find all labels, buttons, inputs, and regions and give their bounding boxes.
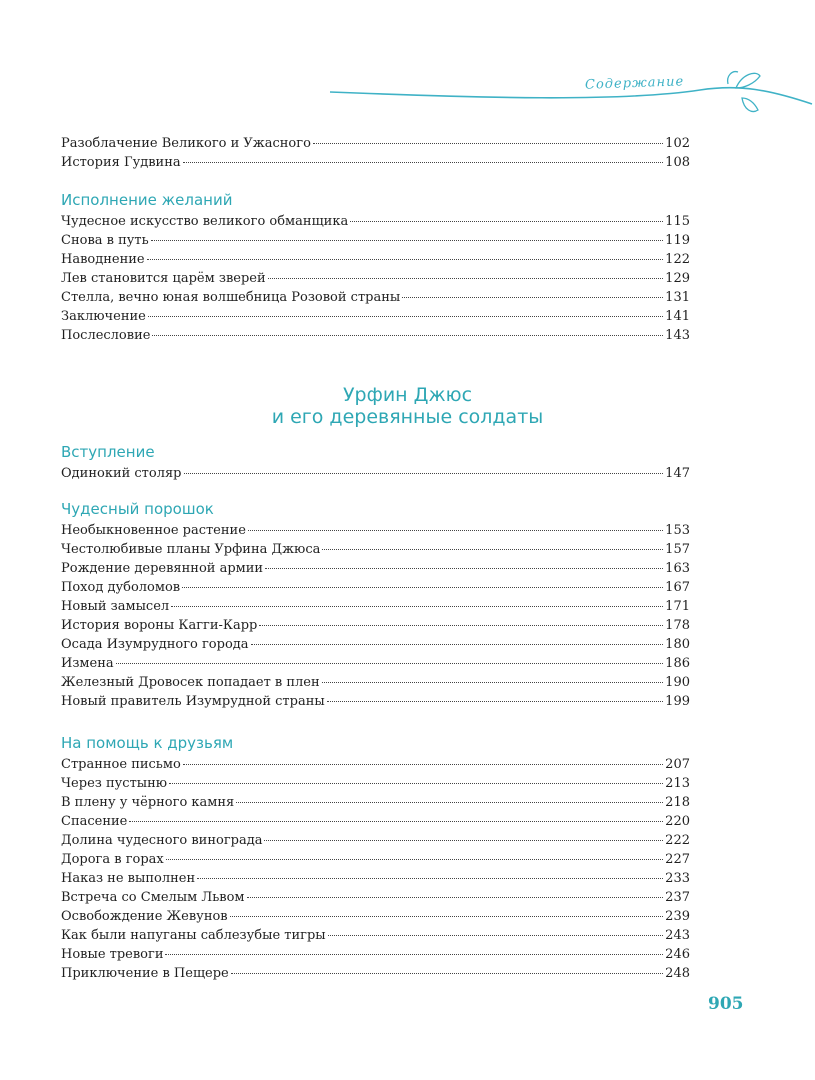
toc-entry-title: Поход дуболомов	[61, 580, 181, 595]
dot-leader	[183, 764, 663, 765]
dot-leader	[402, 297, 663, 298]
dot-leader	[264, 840, 663, 841]
toc-entry[interactable]	[61, 888, 690, 907]
toc-entry[interactable]	[61, 692, 690, 711]
toc-entry-page: 157	[665, 542, 690, 557]
toc-entry[interactable]	[61, 635, 690, 654]
toc-entry-page: 153	[665, 523, 690, 538]
toc-entry-page: 131	[665, 290, 690, 305]
header-ornament	[0, 0, 815, 130]
dot-leader	[183, 162, 664, 163]
toc-entry-title: Одинокий столяр	[61, 466, 182, 481]
toc-entry-title: Наказ не выполнен	[61, 871, 196, 886]
toc-entry-page: 122	[665, 252, 690, 267]
dot-leader	[184, 473, 664, 474]
toc-entry-title: История Гудвина	[61, 155, 181, 170]
toc-entry-title: Рождение деревянной армии	[61, 561, 264, 576]
toc-entry-title: Освобождение Жевунов	[61, 909, 228, 924]
toc-entry[interactable]	[61, 464, 690, 483]
toc-entry-title: Осада Изумрудного города	[61, 637, 249, 652]
dot-leader	[182, 587, 663, 588]
toc-entry-title: Чудесное искусство великого обманщика	[61, 214, 349, 229]
toc-entry-page: 237	[665, 890, 690, 905]
toc-entry-title: Новые тревоги	[61, 947, 164, 962]
dot-leader	[248, 530, 663, 531]
toc-entry-page: 108	[665, 155, 690, 170]
toc-entry[interactable]	[61, 250, 690, 269]
dot-leader	[313, 143, 663, 144]
toc-entry[interactable]	[61, 616, 690, 635]
dot-leader	[152, 335, 663, 336]
toc-entry-page: 143	[665, 328, 690, 343]
toc-entry[interactable]	[61, 774, 690, 793]
toc-entry-title: Дорога в горах	[61, 852, 164, 867]
section-heading: На помощь к друзьям	[61, 734, 234, 752]
dot-leader	[327, 701, 663, 702]
toc-entry-title: Спасение	[61, 814, 128, 829]
toc-entry[interactable]	[61, 907, 690, 926]
section-heading: Исполнение желаний	[61, 191, 233, 209]
dot-leader	[247, 897, 664, 898]
toc-entry-page: 186	[665, 656, 690, 671]
running-header-title: Содержание	[584, 74, 685, 93]
toc-entry[interactable]	[61, 673, 690, 692]
toc-entry[interactable]	[61, 559, 690, 578]
toc-entry-title: Встреча со Смелым Львом	[61, 890, 245, 905]
toc-entry[interactable]	[61, 869, 690, 888]
toc-entry[interactable]	[61, 850, 690, 869]
dot-leader	[251, 644, 664, 645]
dot-leader	[166, 859, 663, 860]
toc-section-help-friends	[61, 731, 690, 983]
dot-leader	[148, 316, 663, 317]
toc-entry[interactable]	[61, 231, 690, 250]
toc-entry-title: Измена	[61, 656, 114, 671]
dot-leader	[236, 802, 663, 803]
toc-entry[interactable]	[61, 964, 690, 983]
leaf-icon	[728, 72, 760, 112]
toc-entry-title: Лев становится царём зверей	[61, 271, 266, 286]
section-heading: Чудесный порошок	[61, 500, 214, 518]
dot-leader	[265, 568, 663, 569]
dot-leader	[350, 221, 663, 222]
toc-entry[interactable]	[61, 269, 690, 288]
book-title-line2: и его деревянные солдаты	[271, 406, 544, 428]
toc-entry[interactable]	[61, 521, 690, 540]
dot-leader	[328, 935, 664, 936]
toc-entry-page: 147	[665, 466, 690, 481]
toc-entry-title: Долина чудесного винограда	[61, 833, 263, 848]
toc-entry-page: 190	[665, 675, 690, 690]
toc-entry-title: Новый замысел	[61, 599, 170, 614]
toc-entry-title: Новый правитель Изумрудной страны	[61, 694, 325, 709]
dot-leader	[116, 663, 664, 664]
toc-entry-page: 199	[665, 694, 690, 709]
toc-entry-title: Послесловие	[61, 328, 151, 343]
dot-leader	[165, 954, 663, 955]
toc-entry-page: 233	[665, 871, 690, 886]
toc-entry[interactable]	[61, 212, 690, 231]
toc-entry-page: 163	[665, 561, 690, 576]
toc-entry-page: 213	[665, 776, 690, 791]
dot-leader	[268, 278, 664, 279]
toc-section-wishes	[61, 188, 690, 345]
dot-leader	[147, 259, 664, 260]
section-heading: Вступление	[61, 443, 155, 461]
toc-entry-page: 248	[665, 966, 690, 981]
toc-entry[interactable]	[61, 326, 690, 345]
toc-entry[interactable]	[61, 578, 690, 597]
toc-entry[interactable]	[61, 793, 690, 812]
toc-entry-page: 171	[665, 599, 690, 614]
toc-entry-page: 180	[665, 637, 690, 652]
toc-section-intro	[61, 440, 690, 483]
toc-entry-page: 119	[665, 233, 690, 248]
toc-entry[interactable]	[61, 540, 690, 559]
toc-entry[interactable]	[61, 945, 690, 964]
toc-entry-title: Стелла, вечно юная волшебница Розовой страны	[61, 290, 401, 305]
toc-entry-page: 102	[665, 136, 690, 151]
dot-leader	[230, 916, 664, 917]
dot-leader	[231, 973, 663, 974]
dot-leader	[259, 625, 663, 626]
toc-entry-page: 115	[665, 214, 690, 229]
toc-entry-page: 220	[665, 814, 690, 829]
toc-entry-page: 141	[665, 309, 690, 324]
toc-entry-title: Странное письмо	[61, 757, 181, 772]
toc-entry-title: Необыкновенное растение	[61, 523, 246, 538]
toc-entry-page: 178	[665, 618, 690, 633]
book-title-line1: Урфин Джюс	[342, 384, 473, 406]
toc-entry[interactable]	[61, 654, 690, 673]
toc-entry[interactable]	[61, 812, 690, 831]
toc-entry-title: Честолюбивые планы Урфина Джюса	[61, 542, 321, 557]
book-title	[0, 384, 815, 428]
toc-entry-page: 246	[665, 947, 690, 962]
toc-entry-page: 222	[665, 833, 690, 848]
toc-entry-title: Снова в путь	[61, 233, 149, 248]
toc-entry-page: 129	[665, 271, 690, 286]
toc-entry-page: 239	[665, 909, 690, 924]
toc-entry[interactable]	[61, 153, 690, 172]
dot-leader	[151, 240, 663, 241]
toc-section-powder	[61, 497, 690, 711]
dot-leader	[169, 783, 663, 784]
dot-leader	[197, 878, 663, 879]
toc-entry[interactable]	[61, 597, 690, 616]
dot-leader	[129, 821, 663, 822]
toc-entry[interactable]	[61, 134, 690, 153]
toc-entry-title: Заключение	[61, 309, 146, 324]
toc-entry-page: 167	[665, 580, 690, 595]
toc-entry-page: 227	[665, 852, 690, 867]
toc-entry[interactable]	[61, 288, 690, 307]
toc-entry-page: 218	[665, 795, 690, 810]
toc-entry-title: История вороны Кагги-Карр	[61, 618, 258, 633]
page-number: 905	[708, 994, 744, 1014]
toc-entry-title: В плену у чёрного камня	[61, 795, 235, 810]
toc-entry-title: Разоблачение Великого и Ужасного	[61, 136, 311, 151]
toc-entry[interactable]	[61, 307, 690, 326]
toc-entry-title: Наводнение	[61, 252, 145, 267]
toc-entry[interactable]	[61, 831, 690, 850]
toc-entry-title: Железный Дровосек попадает в плен	[61, 675, 320, 690]
toc-entry-page: 243	[665, 928, 690, 943]
dot-leader	[171, 606, 663, 607]
toc-entry-title: Как были напуганы саблезубые тигры	[61, 928, 326, 943]
dot-leader	[322, 549, 663, 550]
toc-entry[interactable]	[61, 926, 690, 945]
toc-entry-title: Приключение в Пещере	[61, 966, 229, 981]
toc-entry-page: 207	[665, 757, 690, 772]
toc-continued	[61, 134, 690, 172]
dot-leader	[322, 682, 664, 683]
toc-entry[interactable]	[61, 755, 690, 774]
toc-entry-title: Через пустыню	[61, 776, 168, 791]
